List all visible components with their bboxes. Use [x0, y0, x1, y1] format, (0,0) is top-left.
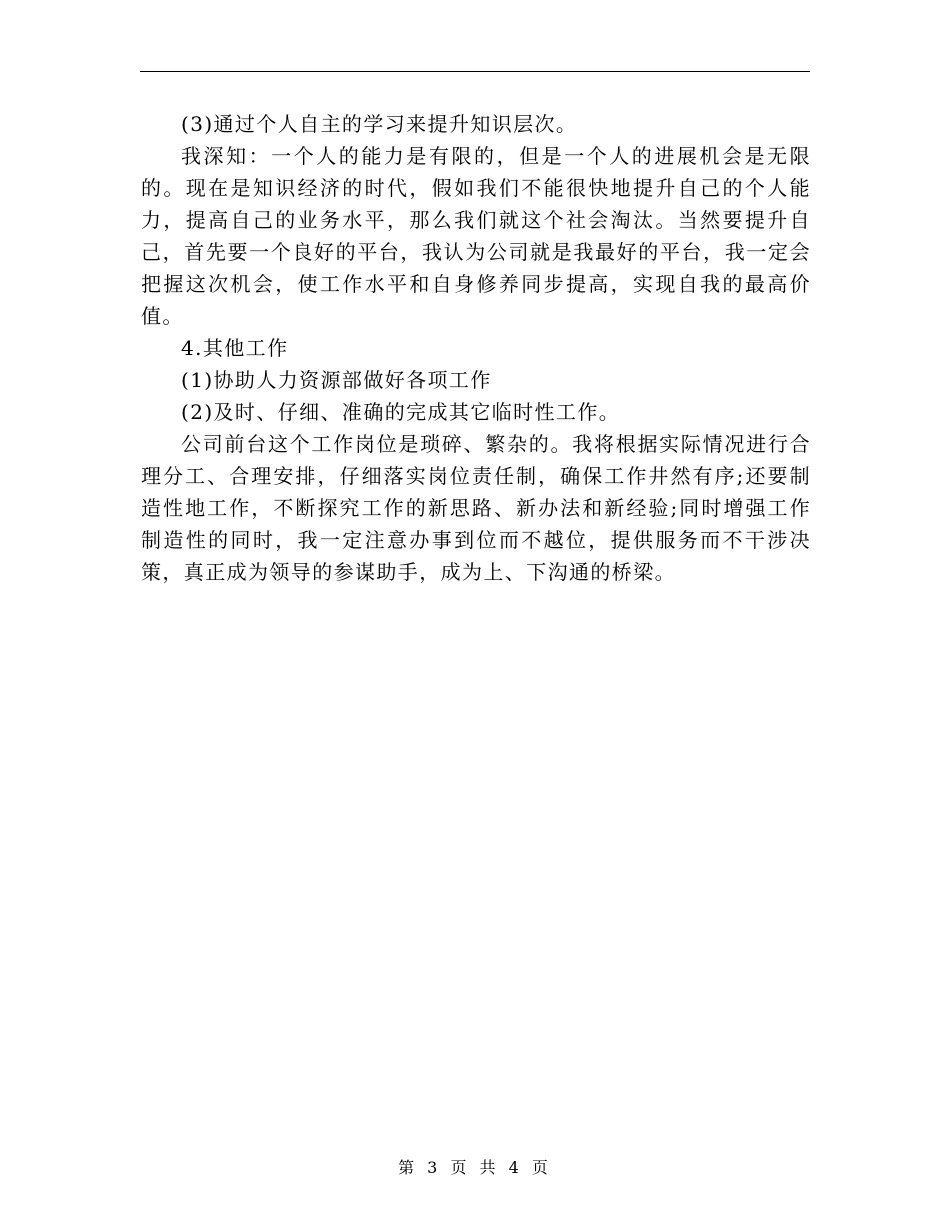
paragraph-self-improvement: 我深知：一个人的能力是有限的，但是一个人的进展机会是无限的。现在是知识经济的时代，假如我们不能很快地提升自己的个人能力，提高自己的业务水平，那么我们就这个社会淘汰。当然要提升自己，首先要一个良好的平台，我认为公司就是我最好的平台，我一定会把握这次机会，使工作水平和自身修养同步提高，实现自我的最高价值。 [141, 144, 811, 328]
header-rule [140, 71, 810, 72]
paragraph-study: (3)通过个人自主的学习来提升知识层次。 [181, 112, 578, 136]
document-body [141, 108, 811, 588]
paragraph-front-desk: 公司前台这个工作岗位是琐碎、繁杂的。我将根据实际情况进行合理分工、合理安排，仔细落实岗位责任制，确保工作井然有序;还要制造性地工作，不断探究工作的新思路、新办法和新经验;同时增强工作制造性的同时，我一定注意办事到位而不越位，提供服务而不干涉决策，真正成为领导的参谋助手，成为上、下沟通的桥梁。 [141, 432, 811, 584]
list-item-temporary-work: (2)及时、仔细、准确的完成其它临时性工作。 [181, 400, 621, 424]
list-item-hr-assist: (1)协助人力资源部做好各项工作 [181, 368, 492, 392]
section-heading-other-work: 4.其他工作 [181, 336, 289, 360]
page-number: 第 3 页 共 4 页 [398, 1158, 552, 1177]
